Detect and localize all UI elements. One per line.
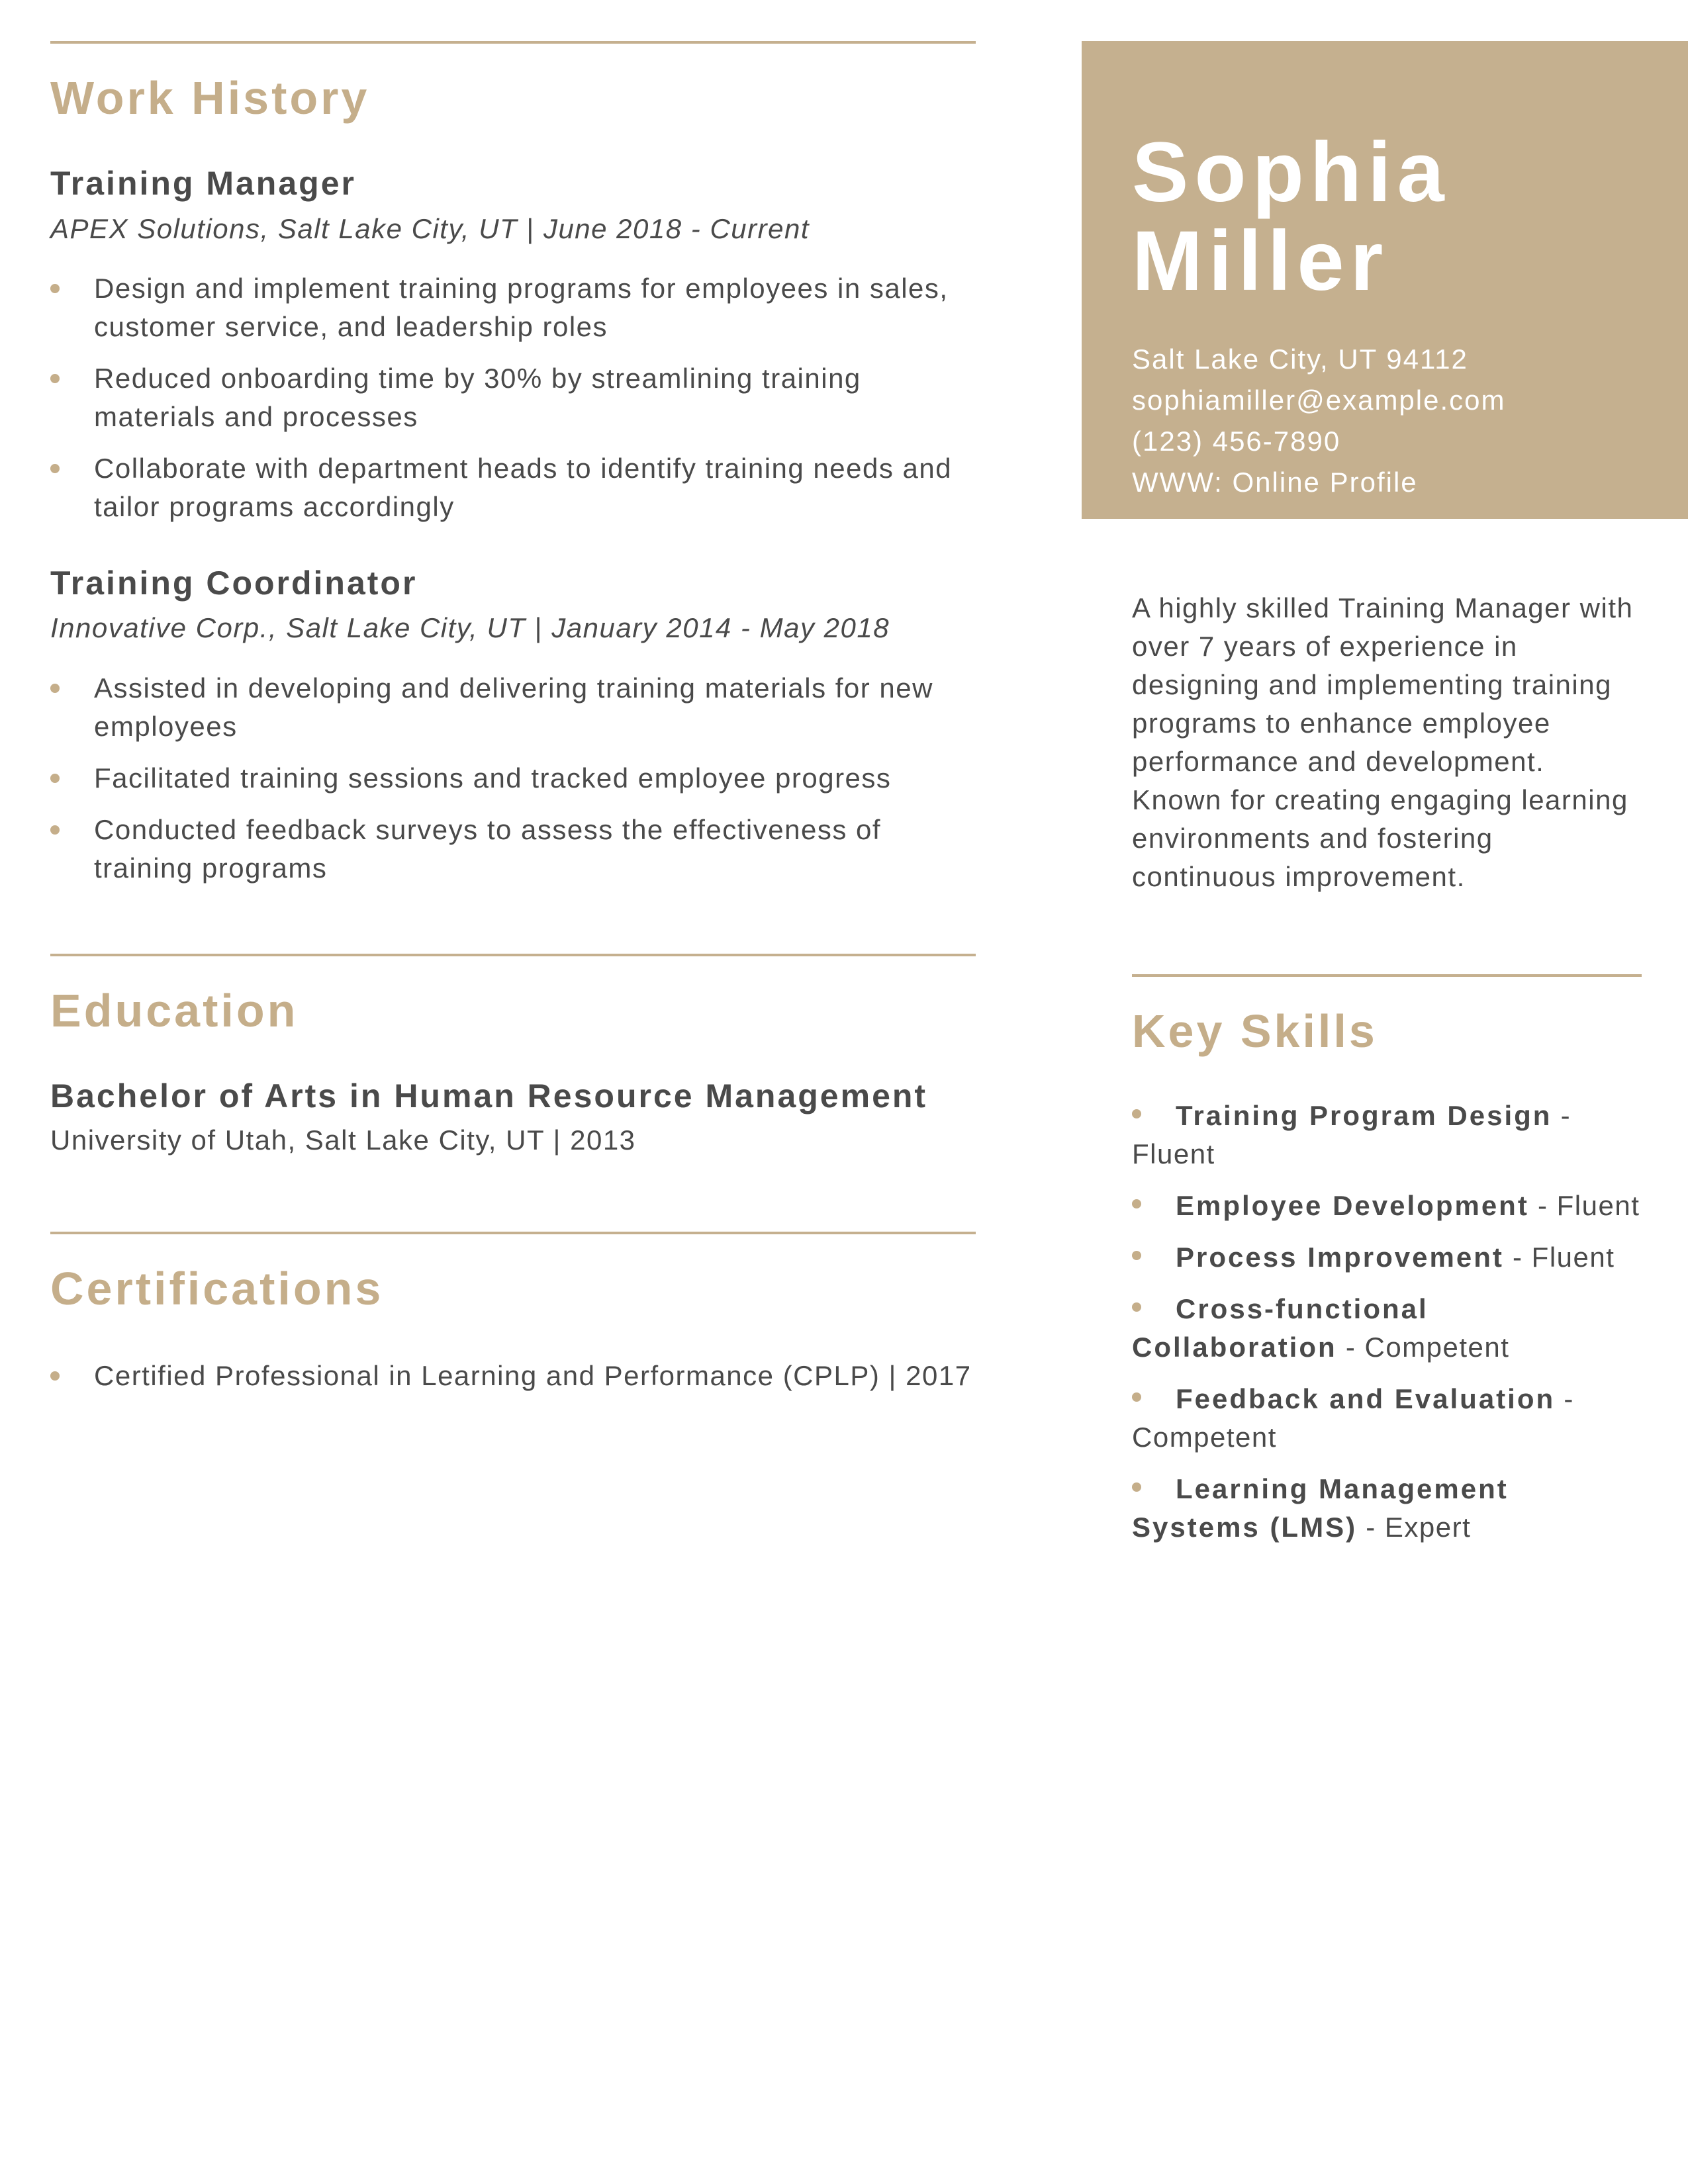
website-link[interactable]: WWW: Online Profile <box>1132 467 1418 498</box>
skill-item <box>1132 1470 1642 1547</box>
professional-summary: A highly skilled Training Manager with over 7 years of experience in designing and implementing training programs to enhance employee performance and development. Known for creating engaging learning environments and fostering continuous improvement. <box>1132 592 1634 892</box>
skill-name: Learning Management Systems (LMS) <box>1132 1473 1509 1543</box>
skill-item <box>1132 1187 1642 1225</box>
skill-name: Training Program Design <box>1176 1100 1552 1131</box>
contact-info <box>1132 339 1688 503</box>
bullet-dot-icon <box>50 825 60 835</box>
job-separator: | <box>526 612 552 644</box>
job-bullet <box>50 669 976 746</box>
skill-level: - Expert <box>1357 1512 1472 1543</box>
bullet-text: Assisted in developing and delivering training materials for new employees <box>94 672 933 742</box>
job-bullet <box>50 759 976 797</box>
bullet-text: Reduced onboarding time by 30% by streamlining training materials and processes <box>94 362 861 432</box>
bullet-dot-icon <box>1132 1302 1141 1312</box>
education-entry <box>50 1077 976 1157</box>
bullet-dot-icon <box>50 464 60 473</box>
skill-level: - Competent <box>1132 1383 1574 1453</box>
school-info: University of Utah, Salt Lake City, UT | 2013 <box>50 1124 636 1156</box>
certifications-heading: Certifications <box>50 1263 384 1315</box>
bullet-text: Facilitated training sessions and tracked employee progress <box>94 762 892 794</box>
bullet-dot-icon <box>50 774 60 783</box>
job-bullet-list <box>50 269 976 526</box>
skill-item <box>1132 1097 1642 1173</box>
job-meta <box>50 212 976 246</box>
skill-level: - Fluent <box>1503 1242 1615 1273</box>
education-heading: Education <box>50 984 299 1036</box>
certification-text: Certified Professional in Learning and Performance (CPLP) | 2017 <box>94 1360 972 1392</box>
job-bullet <box>50 359 976 436</box>
skill-item <box>1132 1380 1642 1457</box>
job-title: Training Manager <box>50 165 356 202</box>
bullet-dot-icon <box>50 684 60 693</box>
job-dates: January 2014 - May 2018 <box>551 612 890 644</box>
skill-name: Cross-functional Collaboration <box>1132 1293 1429 1363</box>
bullet-dot-icon <box>50 284 60 293</box>
skill-name: Feedback and Evaluation <box>1176 1383 1556 1414</box>
job-separator: | <box>518 212 543 244</box>
work-history-heading: Work History <box>50 72 370 124</box>
company-name: APEX Solutions <box>50 212 261 244</box>
job-bullet <box>50 269 976 346</box>
skill-level: - Competent <box>1336 1332 1510 1363</box>
job-entry <box>50 565 976 887</box>
right-column <box>1132 589 1642 1560</box>
bullet-dot-icon <box>1132 1199 1141 1208</box>
section-divider <box>50 1232 976 1234</box>
bullet-dot-icon <box>1132 1392 1141 1402</box>
first-name: Sophia <box>1132 125 1450 220</box>
bullet-dot-icon <box>50 374 60 383</box>
degree-title: Bachelor of Arts in Human Resource Management <box>50 1077 928 1115</box>
job-entry <box>50 165 976 526</box>
bullet-text: Collaborate with department heads to identify training needs and tailor programs accordingly <box>94 452 953 522</box>
section-divider <box>1132 974 1642 977</box>
bullet-dot-icon <box>1132 1482 1141 1492</box>
skill-item <box>1132 1290 1642 1367</box>
bullet-dot-icon <box>1132 1251 1141 1260</box>
skill-level: - Fluent <box>1132 1100 1571 1169</box>
last-name: Miller <box>1132 214 1389 308</box>
name-header-box <box>1082 41 1688 519</box>
bullet-dot-icon <box>50 1371 60 1381</box>
job-bullet <box>50 449 976 526</box>
bullet-text: Design and implement training programs for employees in sales, customer service, and leadership roles <box>94 272 949 342</box>
skill-item <box>1132 1238 1642 1277</box>
left-column <box>50 41 976 1408</box>
job-location: , Salt Lake City, UT <box>268 612 526 644</box>
skills-list <box>1132 1097 1642 1547</box>
key-skills-heading: Key Skills <box>1132 1005 1378 1057</box>
section-divider <box>50 954 976 956</box>
address: Salt Lake City, UT 94112 <box>1132 343 1468 375</box>
job-bullet <box>50 811 976 887</box>
certifications-list <box>50 1357 976 1395</box>
certification-item <box>50 1357 976 1395</box>
bullet-dot-icon <box>1132 1109 1141 1118</box>
job-location: , Salt Lake City, UT <box>260 212 518 244</box>
company-name: Innovative Corp. <box>50 612 269 644</box>
job-meta <box>50 612 976 645</box>
job-bullet-list <box>50 669 976 887</box>
email-link[interactable]: sophiamiller@example.com <box>1132 385 1506 416</box>
bullet-text: Conducted feedback surveys to assess the effectiveness of training programs <box>94 813 882 884</box>
job-title: Training Coordinator <box>50 564 418 602</box>
skill-name: Employee Development <box>1176 1190 1529 1221</box>
section-divider <box>50 41 976 44</box>
phone: (123) 456-7890 <box>1132 426 1341 457</box>
job-dates: June 2018 - Current <box>543 212 810 244</box>
skill-name: Process Improvement <box>1176 1242 1504 1273</box>
skill-level: - Fluent <box>1528 1190 1640 1221</box>
